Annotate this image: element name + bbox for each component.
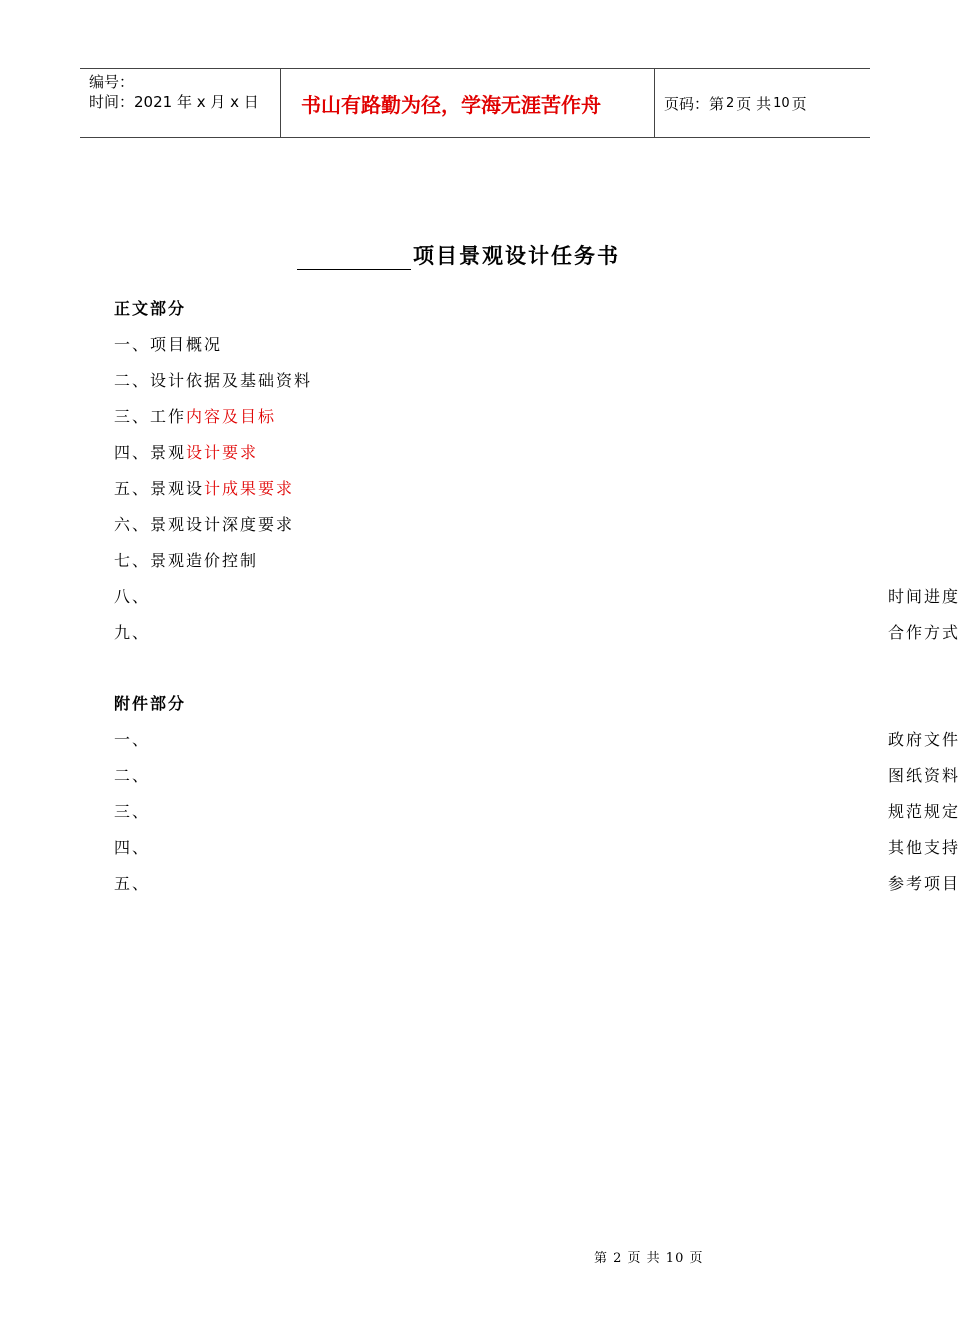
toc-item-right-text: 时间进度 [888, 587, 960, 606]
attachment-section-heading: 附件部分 [114, 694, 187, 713]
main-section-heading: 正文部分 [114, 299, 187, 318]
toc-item: 七、景观造价控制 [114, 551, 259, 570]
page-mid: 页 共 [736, 94, 772, 113]
toc-item: 九、 [114, 623, 151, 642]
document-title [297, 240, 620, 270]
page-prefix: 页码：第 [664, 94, 725, 113]
page-suffix: 页 [791, 94, 807, 113]
toc-item: 五、景观设计成果要求 [114, 479, 295, 498]
attachment-item: 四、 [114, 838, 151, 857]
page-total: 10 [773, 95, 790, 111]
attachment-item-right-text: 图纸资料 [888, 766, 960, 785]
title-blank-line [297, 243, 411, 270]
page-current: 2 [726, 95, 735, 111]
header-number-label: 编号： [89, 73, 135, 91]
header-slogan: 书山有路勤为径，学海无涯苦作舟 [281, 69, 655, 137]
header-date: 时间：2021 年 x 月 x 日 [89, 93, 259, 111]
header-page-info [655, 69, 870, 137]
toc-item: 四、景观设计要求 [114, 443, 259, 462]
page-footer: 第 2 页 共 10 页 [594, 1251, 704, 1266]
attachment-item-right-text: 参考项目 [888, 874, 960, 893]
toc-item: 二、设计依据及基础资料 [114, 371, 313, 390]
toc-item: 一、项目概况 [114, 335, 223, 354]
toc-item: 六、景观设计深度要求 [114, 515, 295, 534]
attachment-item: 二、 [114, 766, 151, 785]
page-header [80, 68, 870, 138]
attachment-item-right-text: 规范规定 [888, 802, 960, 821]
toc-item: 八、 [114, 587, 151, 606]
attachment-item-right-text: 政府文件 [888, 730, 960, 749]
attachment-item: 一、 [114, 730, 151, 749]
header-meta [80, 69, 281, 137]
attachment-item: 三、 [114, 802, 151, 821]
attachment-item-right-text: 其他支持 [888, 838, 960, 857]
toc-item: 三、工作内容及目标 [114, 407, 277, 426]
title-text: 项目景观设计任务书 [413, 244, 620, 268]
attachment-item: 五、 [114, 874, 151, 893]
toc-item-right-text: 合作方式 [888, 623, 960, 642]
